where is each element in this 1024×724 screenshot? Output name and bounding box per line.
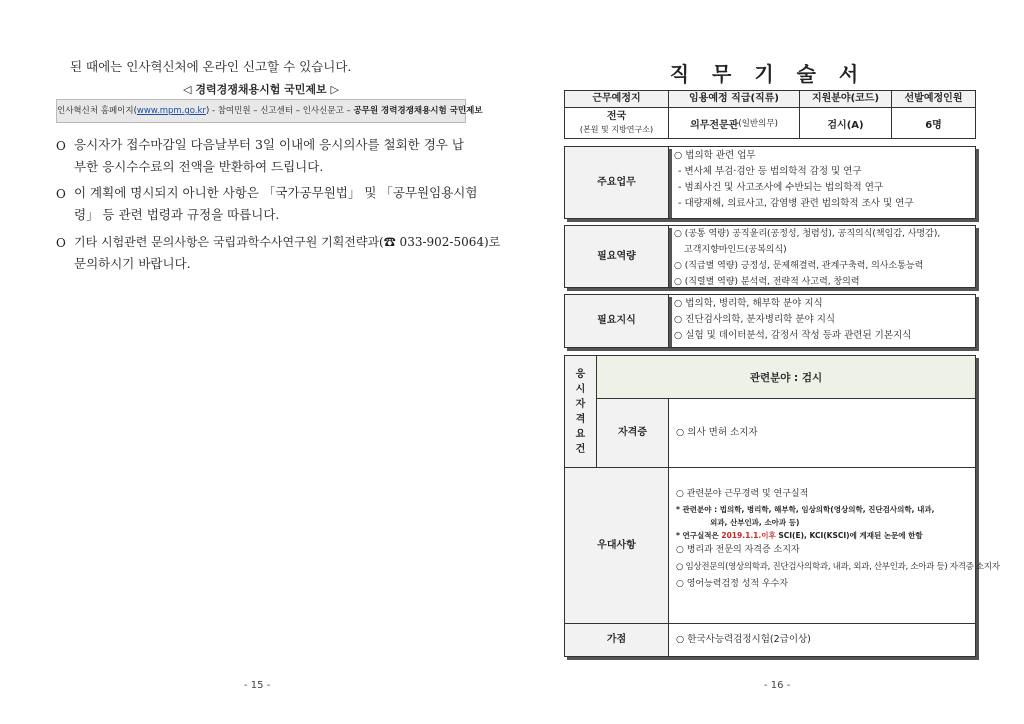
preferred-note: 외과, 산부인과, 소아과 등) — [710, 518, 800, 527]
paragraph-1-line-2: 부한 응시수수료의 전액을 반환하여 드립니다. — [74, 159, 324, 174]
knowledge-label: 필요지식 — [564, 294, 669, 348]
paragraph-3-line-2: 문의하시기 바랍니다. — [74, 256, 191, 271]
preferred-note: * 관련분야 : 법의학, 병리학, 해부학, 임상의학(영상의학, 진단검사의학, 내과, — [676, 505, 935, 514]
knowledge-content — [668, 294, 976, 348]
competency-content — [668, 225, 976, 288]
license-label: 자격증 — [596, 398, 669, 468]
report-box — [56, 83, 483, 123]
duties-item: - 대량재해, 의료사고, 감염병 관련 법의학적 조사 및 연구 — [678, 198, 914, 209]
duties-label: 주요업무 — [564, 146, 669, 219]
bullet-1: O — [56, 139, 66, 153]
duties-content — [668, 146, 976, 219]
paragraph-2-line-1: 이 계획에 명시되지 아니한 사항은 「국가공무원법」 및 「공무원임용시험 — [74, 185, 478, 200]
document-title: 직 무 기 술 서 — [669, 62, 867, 86]
grade-sub: (일반의무) — [738, 119, 778, 129]
report-url-link[interactable]: www.mpm.go.kr — [136, 106, 206, 116]
bullet-2: O — [56, 187, 66, 201]
competency-item: ○ (직급별 역량) 긍정성, 문제해결력, 관계구축력, 의사소통능력 — [674, 261, 924, 271]
preferred-note: * 연구실적은 2019.1.1.이후 SCI(E), KCI(KSCI)에 게재된 논문에 한함 — [676, 531, 923, 540]
duties-item: - 범죄사건 및 사고조사에 수반되는 법의학적 연구 — [678, 182, 884, 193]
grade-main: 의무전문관 — [690, 119, 739, 131]
paragraph-3-line-1: 기타 시험관련 문의사항은 국립과학수사연구원 기획전략과(☎ 033-902-5064)로 — [74, 235, 501, 249]
bonus-label: 가점 — [564, 623, 669, 657]
paragraph-1-line-1: 응시자가 접수마감일 다음날부터 3일 이내에 응시의사를 철회한 경우 납 — [74, 137, 464, 152]
competency-item: ○ (직렬별 역량) 분석력, 전략적 사고력, 창의력 — [674, 277, 860, 287]
header-grade: 임용예정 직급(직류) — [668, 90, 800, 108]
header-location: 근무예정지 — [564, 90, 669, 108]
knowledge-item: ○ 실험 및 데이터분석, 감정서 작성 등과 관련된 기본지식 — [674, 330, 912, 341]
grade-cell — [668, 107, 800, 139]
page-number-right: - 16 - — [764, 680, 791, 691]
bonus-value: ○ 한국사능력검정시험(2급이상) — [668, 623, 976, 657]
qualification-field-title: 관련분야 : 검시 — [596, 355, 976, 399]
duties-item: ○ 법의학 관련 업무 — [674, 150, 756, 161]
duties-item: - 변사체 부검·검안 등 법의학적 감정 및 연구 — [678, 166, 862, 177]
qualification-side-label: 응 시 자 격 요 건 — [564, 355, 597, 468]
right-page — [512, 0, 1024, 724]
report-title: ◁ 경력경쟁채용시험 국민제보 ▷ — [56, 83, 466, 97]
competency-item: ○ (공통 역량) 공직윤리(공정성, 청렴성), 공직의식(책임감, 사명감), — [674, 229, 941, 239]
competency-item: 고객지향마인드(공복의식) — [684, 245, 787, 255]
preferred-item: ○ 관련분야 근무경력 및 연구실적 — [676, 489, 809, 499]
top-line: 된 때에는 인사혁신처에 온라인 신고할 수 있습니다. — [70, 59, 352, 74]
bullet-3: O — [56, 236, 66, 250]
location-main: 전국 — [606, 111, 627, 122]
knowledge-item: ○ 법의학, 병리학, 해부학 분야 지식 — [674, 298, 823, 309]
header-count: 선발예정인원 — [891, 90, 976, 108]
preferred-label: 우대사항 — [564, 467, 669, 624]
page-number-left: - 15 - — [244, 680, 271, 691]
competency-label: 필요역량 — [564, 225, 669, 288]
location-cell — [564, 107, 669, 139]
preferred-item: ○ 병리과 전문의 자격증 소지자 — [676, 545, 800, 555]
location-sub: (본원 및 지방연구소) — [579, 125, 654, 134]
knowledge-item: ○ 진단검사의학, 분자병리학 분야 지식 — [674, 314, 836, 325]
license-value: ○ 의사 면허 소지자 — [668, 398, 976, 468]
preferred-content — [668, 467, 1000, 624]
field-cell: 검시(A) — [799, 107, 892, 139]
preferred-item: ○ 임상전문의(영상의학과, 진단검사의학과, 내과, 외과, 산부인과, 소아과 등) 자격증 소지자 — [676, 562, 1000, 572]
count-cell: 6명 — [891, 107, 976, 139]
report-path: 인사혁신처 홈페이지(www.mpm.go.kr) - 참여민원 – 신고센터 – 인사신문고 – 공무원 경력경쟁채용시험 국민제보 — [56, 99, 466, 123]
header-field: 지원분야(코드) — [799, 90, 892, 108]
paragraph-2-line-2: 령」 등 관련 법령과 규정을 따릅니다. — [74, 207, 280, 222]
preferred-item: ○ 영어능력검정 성적 우수자 — [676, 579, 789, 589]
